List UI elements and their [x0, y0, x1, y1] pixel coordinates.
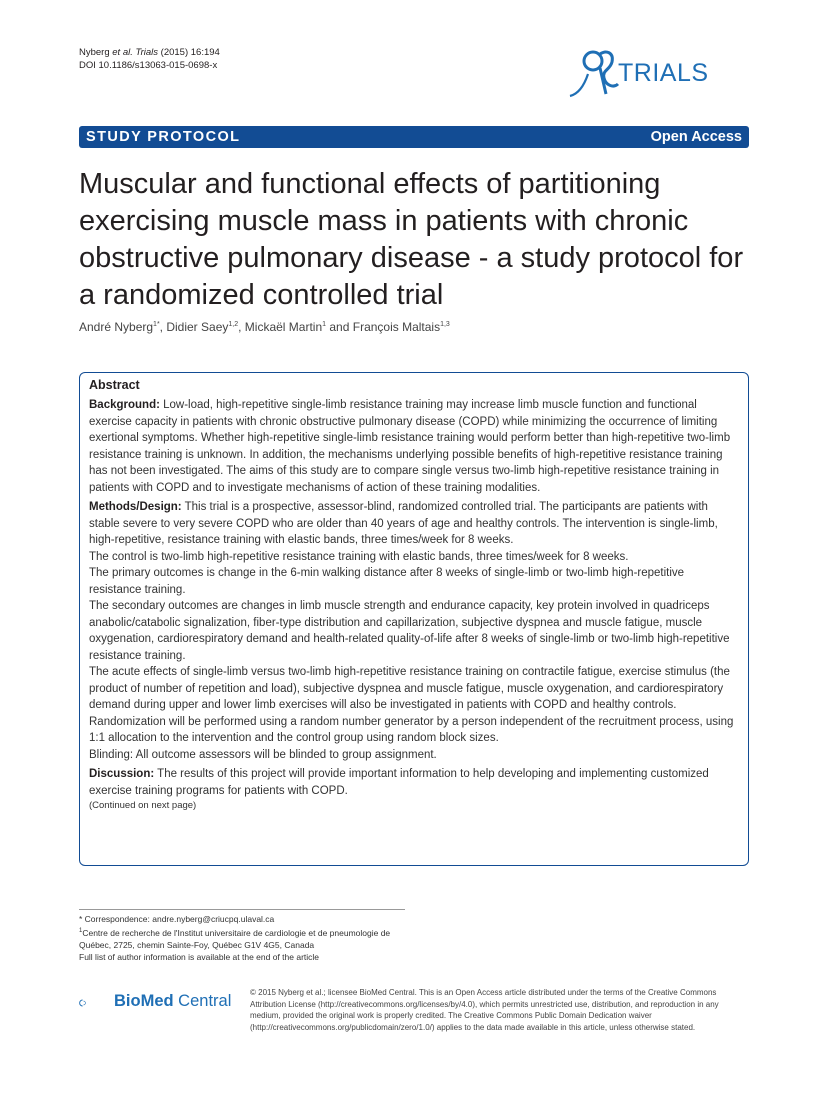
abstract-methods-primary: The primary outcomes is change in the 6-min walking distance after 8 weeks of single-limb or two-limb high-repetitive resistance training.: [89, 567, 685, 596]
journal-logo-text: TRIALS: [618, 59, 709, 87]
license-notice: © 2015 Nyberg et al.; licensee BioMed Central. This is an Open Access article distributed under the terms of the Creative Commons Attribution License (http://creativecommons.org/licenses/by/4.0), which permits unrestricted use, distribution, and reproduction in any medium, provided the original work is properly credited. The Creative Commons Public Domain Dedication waiver (http://creativecommons.org/publicdomain/zero/1.0/) applies to the data made available in this article, unless otherwise stated.: [250, 988, 719, 1032]
citation-doi: DOI 10.1186/s13063-015-0698-x: [79, 60, 218, 71]
full-author-info-note: Full list of author information is available at the end of the article: [79, 951, 320, 962]
abstract-heading: Abstract: [89, 378, 140, 392]
abstract-methods-secondary: The secondary outcomes are changes in limb muscle strength and endurance capacity, key protein involved in quadriceps anabolic/catabolic signalization, fiber-type distribution and capillarization, subjective dyspnea and muscle fatigue, muscle oxygenation, cardiorespiratory demand and health-related quality-of-life after 8 weeks of single-limb or two-limb high-repetitive resistance training.: [89, 600, 730, 662]
author-name: André Nyberg: [79, 320, 154, 334]
abstract-discussion: Discussion: The results of this project will provide important information to help developing and implementing customized exercise training programs for patients with COPD.: [89, 768, 709, 797]
continued-note: (Continued on next page): [89, 800, 197, 811]
author-name: and François Maltais: [326, 320, 441, 334]
article-type-label: STUDY PROTOCOL: [86, 129, 241, 145]
biomed-central-logo-icon: [79, 986, 113, 1020]
abstract-methods-acute: The acute effects of single-limb versus two-limb high-repetitive resistance training on contractile fatigue, exercise stimulus (the product of number of repetition and load), subjective dyspnea and muscle fatigue, muscle oxygenation, and cardiorespiratory demand during upper and lower limb exercises will also be investigated in patients with COPD and healthy controls.: [89, 666, 730, 711]
author-list: André Nyberg$^{1*}$, Didier Saey$^{1,2}$, Mickaël Martin$^1$ and François Maltais$^{1,3}$: [79, 320, 450, 334]
author-name: , Didier Saey: [159, 320, 229, 334]
article-type-banner: [79, 126, 749, 148]
abstract-methods-randomization: Randomization will be performed using a random number generator by a person independent of the recruitment process, using 1:1 allocation to the intervention and the control group using random block sizes.: [89, 715, 734, 744]
abstract-box: [79, 372, 749, 866]
footnotes: [79, 913, 409, 963]
correspondence-email: * Correspondence: andre.nyberg@criucpq.ulaval.ca: [79, 914, 275, 924]
citation-line-1: Nyberg et al. Trials (2015) 16:194: [79, 47, 220, 58]
publisher-logo-text: BioMed Central: [114, 992, 232, 1010]
abstract-methods-blinding: Blinding: All outcome assessors will be blinded to group assignment.: [89, 748, 437, 761]
abstract-background: Background: Low-load, high-repetitive single-limb resistance training may increase limb muscle function and functional exercise capacity in patients with chronic obstructive pulmonary disease (COPD) while minimizing the occurrence of limiting exertional symptoms. Whether high-repetitive single-limb resistance training would perform better than high-repetitive two-limb resistance training is unknown. In addition, the mechanisms underlying possible benefits of high-repetitive resistance training has not been investigated. The aims of this study are to compare single versus two-limb high-repetitive resistance training in patients with COPD and to investigate mechanisms of action of these training modalities.: [89, 399, 731, 494]
citation: [79, 46, 220, 72]
abstract-methods: Methods/Design: This trial is a prospective, assessor-blind, randomized controlled trial. The participants are patients with stable severe to very severe COPD who are older than 40 years of age and healthy controls. The intervention is single-limb, high-repetitive, resistance training with elastic bands, three times/week for 8 weeks.: [89, 501, 718, 546]
article-title: Muscular and functional effects of partitioning exercising muscle mass in patients with chronic obstructive pulmonary disease - a study protocol for a randomized controlled trial: [79, 168, 744, 311]
affiliation: $^1$Centre de recherche de l'Institut universitaire de cardiologie et de pneumologie de Québec, 2725, chemin Sainte-Foy, Québec G1V 4G5, Canada: [79, 927, 391, 950]
footnote-divider: [79, 909, 405, 910]
open-access-label: Open Access: [650, 129, 742, 145]
abstract-methods-control: The control is two-limb high-repetitive resistance training with elastic bands, three times/week for 8 weeks.: [89, 550, 629, 563]
author-name: , Mickaël Martin: [238, 320, 323, 334]
